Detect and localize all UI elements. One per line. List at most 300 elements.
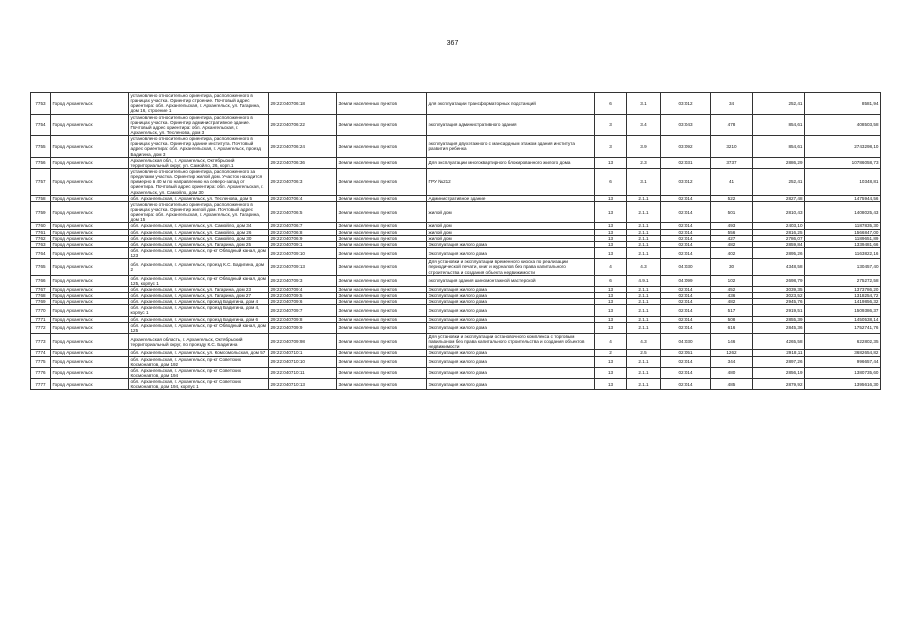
cell-municipality: Город Архангельск [51,241,129,247]
cell-address: обл. Архангельская, г. Архангельск, ул. Самойло, дом 26 [129,229,269,235]
cell-municipality: Город Архангельск [51,305,129,316]
cell-cadastral-value: 2743298,10 [805,136,881,158]
table-row [31,334,881,350]
cell-row-number: 7767 [31,286,51,292]
cell-land-category: Земли населенных пунктов [337,195,427,201]
cell-specific-value: 2698,79 [753,275,805,286]
cell-row-number: 7771 [31,316,51,322]
cell-cadastral-value: 10348,81 [805,168,881,195]
cell-specific-value: 2859,84 [753,241,805,247]
cell-specific-value: 2827,48 [753,195,805,201]
cell-zone-code: 03:043 [661,114,711,136]
cell-municipality: Город Архангельск [51,350,129,356]
cell-land-category: Земли населенных пунктов [337,316,427,322]
cell-use-code: 2.1.1 [627,223,661,229]
cell-zone-code: 02:014 [661,379,711,390]
cell-area: 102 [711,275,753,286]
cell-cadastral-number: 29:22:040710:11 [269,367,337,378]
cell-cadastral-value: 408503,58 [805,114,881,136]
table-row [31,168,881,195]
cell-group: 6 [595,275,627,286]
cell-zone-code: 02:014 [661,286,711,292]
cell-zone-code: 02:014 [661,293,711,299]
cell-specific-value: 2897,26 [753,356,805,367]
cell-address: обл. Архангельская, г. Архангельск, пр-кт Советских Космонавтов, дом 194 [129,367,269,378]
cell-cadastral-number: 29:22:040709:10 [269,247,337,258]
cell-area: 482 [711,299,753,305]
cell-specific-value: 2886,29 [753,157,805,168]
cell-specific-value: 3039,35 [753,286,805,292]
cell-row-number: 7768 [31,293,51,299]
cell-land-category: Земли населенных пунктов [337,334,427,350]
cell-land-category: Земли населенных пунктов [337,157,427,168]
cell-zone-code: 03:012 [661,168,711,195]
cell-row-number: 7755 [31,136,51,158]
cell-cadastral-value: 1318254,72 [805,293,881,299]
cell-address: обл. Архангельская, г. Архангельск, пр-кт Обводный канал, дом 123 [129,247,269,258]
cell-permitted-use: Эксплуатация жилого дома [427,305,595,316]
cell-municipality: Город Архангельск [51,195,129,201]
cell-area: 452 [711,286,753,292]
cell-area: 402 [711,247,753,258]
cell-cadastral-value: 1450538,14 [805,316,881,322]
cell-use-code: 2.1.1 [627,356,661,367]
cell-cadastral-value: 1419856,32 [805,299,881,305]
cell-group: 13 [595,293,627,299]
cell-cadastral-number: 29:22:040709:4 [269,286,337,292]
cell-address: Архангельская область, г. Архангельск, Октябрьский территориальный округ, по проезду К.С. Бадигина [129,334,269,350]
cell-cadastral-number: 29:22:040706:36 [269,157,337,168]
cell-cadastral-number: 29:22:040706:7 [269,223,337,229]
cell-cadastral-number: 29:22:040706:24 [269,136,337,158]
cell-cadastral-number: 29:22:040709:98 [269,334,337,350]
cell-area: 344 [711,356,753,367]
cell-address: Архангельская обл., г. Архангельск, Октябрьский территориальный округ, ул. Самойло, 26, корп.1 [129,157,269,168]
cell-address: установлено относительно ориентира, расположенного в границах участка. Ориентир административное здание. Почтовый адрес ориентира: обл. Архангельская, г. Архангельск, ул. Тесленова, дом 3 [129,114,269,136]
cell-cadastral-value: 1509386,37 [805,305,881,316]
cell-group: 6 [595,93,627,115]
cell-zone-code: 02:014 [661,229,711,235]
cell-permitted-use: Эксплуатация жилого дома [427,286,595,292]
cell-specific-value: 2403,10 [753,223,805,229]
cell-municipality: Город Архангельск [51,136,129,158]
cell-group: 13 [595,201,627,223]
cell-use-code: 2.5 [627,350,661,356]
cell-municipality: Город Архангельск [51,379,129,390]
table-row [31,356,881,367]
cell-specific-value: 4265,58 [753,334,805,350]
table-row [31,259,881,275]
cell-row-number: 7753 [31,93,51,115]
cell-permitted-use: Эксплуатация жилого дома [427,293,595,299]
cell-use-code: 2.1.1 [627,299,661,305]
cell-cadastral-number: 29:22:040706:8 [269,229,337,235]
cell-row-number: 7777 [31,379,51,390]
cell-specific-value: 2856,19 [753,367,805,378]
cell-group: 13 [595,235,627,241]
cell-group: 13 [595,223,627,229]
table-row [31,367,881,378]
cell-municipality: Город Архангельск [51,114,129,136]
cell-zone-code: 03:092 [661,136,711,158]
cell-address: установлено относительно ориентира, расположенного в границах участка. Ориентир жилой дом. Почтовый адрес ориентира: обл. Архангельская, г. Архангельск, ул. Гагарина, дом 15 [129,201,269,223]
cell-municipality: Город Архангельск [51,356,129,367]
cell-zone-code: 02:014 [661,367,711,378]
cell-specific-value: 2810,43 [753,201,805,223]
cell-address: обл. Архангельская, г. Архангельск, ул. Гагарина, дом 23 [129,286,269,292]
cell-cadastral-number: 29:22:040706:3 [269,168,337,195]
cell-area: 517 [711,305,753,316]
cell-group: 4 [595,259,627,275]
cell-specific-value: 2895,26 [753,247,805,258]
cell-specific-value: 252,41 [753,168,805,195]
cell-area: 30 [711,259,753,275]
cell-group: 13 [595,316,627,322]
table-row [31,322,881,333]
cell-municipality: Город Архангельск [51,259,129,275]
cell-cadastral-number: 29:22:040706:9 [269,235,337,241]
cell-zone-code: 04:030 [661,259,711,275]
cell-land-category: Земли населенных пунктов [337,229,427,235]
cell-group: 13 [595,356,627,367]
cell-permitted-use: Для установки и эксплуатации временного киоска по реализации периодической печати, книг и журналов без права капитального строительства и создания объекта недвижимости [427,259,595,275]
cell-municipality: Город Архангельск [51,293,129,299]
cell-municipality: Город Архангельск [51,367,129,378]
cell-area: 522 [711,195,753,201]
cell-cadastral-value: 996657,44 [805,356,881,367]
cell-municipality: Город Архангельск [51,229,129,235]
cell-municipality: Город Архангельск [51,223,129,229]
cell-group: 13 [595,247,627,258]
cell-cadastral-number: 29:22:040709:3 [269,275,337,286]
cell-land-category: Земли населенных пунктов [337,223,427,229]
cell-address: обл. Архангельская, г. Архангельск, пр-кт Обводный канал, дом 125 [129,322,269,333]
cell-group: 13 [595,367,627,378]
cell-use-code: 2.1.1 [627,322,661,333]
cell-land-category: Земли населенных пунктов [337,305,427,316]
cell-cadastral-number: 29:22:040710:13 [269,379,337,390]
cell-municipality: Город Архангельск [51,322,129,333]
cell-permitted-use: Эксплуатация жилого дома [427,299,595,305]
cell-area: 1262 [711,350,753,356]
cell-address: обл. Архангельская, г. Архангельск, проезд Бадигина, дом 4 [129,299,269,305]
cell-land-category: Земли населенных пунктов [337,275,427,286]
cell-group: 13 [595,157,627,168]
cell-area: 41 [711,168,753,195]
cell-cadastral-number: 29:22:040710:1 [269,350,337,356]
cell-zone-code: 02:014 [661,299,711,305]
cell-area: 427 [711,235,753,241]
cell-permitted-use: Для установки и эксплуатации остановочного комплекса с торговым павильоном без права капитального строительства и создания объектов недвижимости [427,334,595,350]
cell-cadastral-value: 1408025,43 [805,201,881,223]
cell-cadastral-number: 29:22:040709:1 [269,241,337,247]
cell-land-category: Земли населенных пунктов [337,350,427,356]
cell-cadastral-value: 1475944,56 [805,195,881,201]
cell-permitted-use: жилой дом [427,223,595,229]
cell-group: 6 [595,168,627,195]
cell-cadastral-number: 29:22:040706:18 [269,93,337,115]
cell-cadastral-number: 29:22:040709:5 [269,293,337,299]
cell-cadastral-number: 29:22:040709:9 [269,322,337,333]
cell-address: обл. Архангельская, г. Архангельск, ул. Самойло, дом 34 [129,223,269,229]
cell-area: 482 [711,241,753,247]
cell-cadastral-number: 29:22:040709:13 [269,259,337,275]
cell-group: 2 [595,350,627,356]
cell-municipality: Город Архангельск [51,157,129,168]
cell-row-number: 7758 [31,195,51,201]
cell-land-category: Земли населенных пунктов [337,201,427,223]
cell-group: 4 [595,334,627,350]
cell-group: 13 [595,379,627,390]
cell-use-code: 2.1.1 [627,229,661,235]
cell-zone-code: 02:014 [661,305,711,316]
cell-row-number: 7773 [31,334,51,350]
cell-address: обл. Архангельская, г. Архангельск, проезд Бадигина, дом 6 [129,316,269,322]
cell-use-code: 2.1.1 [627,379,661,390]
cell-zone-code: 02:014 [661,223,711,229]
cell-group: 13 [595,286,627,292]
cell-land-category: Земли населенных пунктов [337,322,427,333]
cell-municipality: Город Архангельск [51,235,129,241]
cell-municipality: Город Архангельск [51,247,129,258]
cell-permitted-use: Административное здание [427,195,595,201]
cell-permitted-use: Эксплуатация жилого дома [427,350,595,356]
cell-cadastral-number: 29:22:040706:5 [269,201,337,223]
cell-use-code: 2.1.1 [627,305,661,316]
cell-zone-code: 02:014 [661,322,711,333]
cell-area: 616 [711,322,753,333]
cell-group: 13 [595,241,627,247]
cell-address: установлено относительно ориентира, расположенного в границах участка. Ориентир здание института. Почтовый адрес ориентира: обл. Архангельская, г. Архангельск, проезд Бадигина, дом 3 [129,136,269,158]
cell-address: обл. Архангельская, г. Архангельск, пр-кт Советских Космонавтов, дом 192 [129,356,269,367]
cell-use-code: 2.3 [627,157,661,168]
cell-cadastral-value: 1339481,66 [805,241,881,247]
cell-specific-value: 2816,25 [753,229,805,235]
table-row [31,136,881,158]
cell-use-code: 2.1.1 [627,367,661,378]
cell-permitted-use: жилой дом [427,229,595,235]
cell-cadastral-value: 8581,94 [805,93,881,115]
cell-cadastral-number: 29:22:040709:8 [269,316,337,322]
cell-cadastral-number: 29:22:040709:6 [269,299,337,305]
cell-cadastral-number: 29:22:040706:4 [269,195,337,201]
cell-permitted-use: эксплуатация административного здания [427,114,595,136]
cell-use-code: 2.1.1 [627,195,661,201]
cell-municipality: Город Архангельск [51,286,129,292]
cell-row-number: 7754 [31,114,51,136]
cell-land-category: Земли населенных пунктов [337,293,427,299]
cell-area: 556 [711,229,753,235]
cell-municipality: Город Архангельск [51,93,129,115]
cell-cadastral-value: 1395616,30 [805,379,881,390]
cell-use-code: 2.1.1 [627,316,661,322]
cell-area: 480 [711,367,753,378]
cell-cadastral-value: 1566847,00 [805,229,881,235]
cell-use-code: 4.3 [627,259,661,275]
cell-address: обл. Архангельская, г. Архангельск, ул. Гагарина, дом 25 [129,241,269,247]
table-row [31,201,881,223]
cell-land-category: Земли населенных пунктов [337,168,427,195]
cell-cadastral-value: 3682654,82 [805,350,881,356]
cell-zone-code: 02:014 [661,201,711,223]
cell-area: 3737 [711,157,753,168]
cell-cadastral-value: 622802,35 [805,334,881,350]
cell-cadastral-value: 1380735,60 [805,367,881,378]
cell-use-code: 3.9 [627,136,661,158]
cell-area: 485 [711,379,753,390]
cell-permitted-use: Эксплуатация жилого дома [427,322,595,333]
table-row [31,114,881,136]
cell-zone-code: 02:014 [661,356,711,367]
cell-cadastral-number: 29:22:040710:10 [269,356,337,367]
cell-row-number: 7757 [31,168,51,195]
cadastral-value-table [30,92,881,390]
table-row [31,305,881,316]
cell-zone-code: 02:051 [661,350,711,356]
cell-use-code: 3.1 [627,93,661,115]
cell-municipality: Город Архангельск [51,275,129,286]
cell-group: 13 [595,322,627,333]
cell-use-code: 2.1.1 [627,286,661,292]
cell-zone-code: 04:030 [661,334,711,350]
cell-specific-value: 854,61 [753,136,805,158]
cell-land-category: Земли населенных пунктов [337,299,427,305]
cell-zone-code: 04:099 [661,275,711,286]
cell-permitted-use: жилой дом [427,235,595,241]
cell-zone-code: 02:014 [661,241,711,247]
cell-cadastral-value: 1187835,30 [805,223,881,229]
cell-specific-value: 854,61 [753,114,805,136]
cell-permitted-use: Эксплуатация жилого дома [427,356,595,367]
cell-cadastral-value: 130457,40 [805,259,881,275]
cell-land-category: Земли населенных пунктов [337,114,427,136]
cell-address: обл. Архангельская, г. Архангельск, пр-кт Обводный канал, дом 125, корпус 1 [129,275,269,286]
cell-land-category: Земли населенных пунктов [337,241,427,247]
cell-municipality: Город Архангельск [51,168,129,195]
cell-specific-value: 2945,76 [753,299,805,305]
cell-address: обл. Архангельская, г. Архангельск, ул. Тесленова, дом 5 [129,195,269,201]
cell-group: 3 [595,136,627,158]
cell-address: обл. Архангельская, г. Архангельск, ул. Гагарина, дом 27 [129,293,269,299]
cell-cadastral-value: 1189651,89 [805,235,881,241]
cell-row-number: 7759 [31,201,51,223]
cell-permitted-use: Для эксплуатации многоквартирного блокированного жилого дома [427,157,595,168]
cell-use-code: 2.1.1 [627,241,661,247]
cell-cadastral-value: 1163822,16 [805,247,881,258]
cell-land-category: Земли населенных пунктов [337,235,427,241]
cell-use-code: 4.3 [627,334,661,350]
cell-address: установлено относительно ориентира, расположенного в границах участка. Ориентир строение. Почтовый адрес ориентира: обл. Архангельская, г. Архангельск, ул. Гагарина, дом 16, строение 1 [129,93,269,115]
cell-municipality: Город Архангельск [51,316,129,322]
cell-cadastral-number: 29:22:040706:22 [269,114,337,136]
cell-use-code: 2.1.1 [627,293,661,299]
cell-address: обл. Архангельская, г. Архангельск, ул. Комсомольская, дом 57 [129,350,269,356]
cell-land-category: Земли населенных пунктов [337,286,427,292]
cell-row-number: 7775 [31,356,51,367]
cell-land-category: Земли населенных пунктов [337,356,427,367]
cell-address: обл. Архангельская, г. Архангельск, проезд Бадигина, дом 4, корпус 1 [129,305,269,316]
page-number: 367 [446,40,459,47]
cell-row-number: 7762 [31,235,51,241]
cell-use-code: 3.1 [627,168,661,195]
cell-use-code: 2.1.1 [627,235,661,241]
cell-permitted-use: Эксплуатация жилого дома [427,247,595,258]
cell-land-category: Земли населенных пунктов [337,93,427,115]
cell-address: обл. Архангельская, г. Архангельск, ул. Самойло, дом 30 [129,235,269,241]
cell-specific-value: 2845,36 [753,322,805,333]
cell-row-number: 7763 [31,241,51,247]
cell-permitted-use: Эксплуатация жилого дома [427,379,595,390]
cell-zone-code: 02:014 [661,316,711,322]
cell-row-number: 7774 [31,350,51,356]
cell-specific-value: 2879,92 [753,379,805,390]
cell-zone-code: 03:012 [661,93,711,115]
table-row [31,157,881,168]
table-row [31,247,881,258]
cell-row-number: 7760 [31,223,51,229]
cell-use-code: 4.9.1 [627,275,661,286]
cell-permitted-use: ГРУ №212 [427,168,595,195]
table-row [31,93,881,115]
cell-land-category: Земли населенных пунктов [337,379,427,390]
cell-zone-code: 02:031 [661,157,711,168]
cell-permitted-use: Эксплуатация жилого дома [427,367,595,378]
cell-specific-value: 3023,52 [753,293,805,299]
cell-specific-value: 2786,07 [753,235,805,241]
cell-area: 508 [711,316,753,322]
cell-row-number: 7769 [31,299,51,305]
cell-area: 501 [711,201,753,223]
cell-area: 34 [711,93,753,115]
cell-row-number: 7756 [31,157,51,168]
cell-cadastral-value: 275272,58 [805,275,881,286]
cell-address: установлено относительно ориентира, расположенного за пределами участка. Ориентир жилой дом. Участок находится примерно в 40 м по направлению на северо-запад от ориентира. Почтовый адрес ориентира: обл. Архангельская, г. Архангельск, ул. Самойло, дом 30 [129,168,269,195]
cell-permitted-use: Эксплуатация жилого дома [427,316,595,322]
cell-municipality: Город Архангельск [51,299,129,305]
cell-use-code: 2.1.1 [627,247,661,258]
cell-municipality: Город Архангельск [51,334,129,350]
cell-zone-code: 02:014 [661,195,711,201]
cell-specific-value: 252,41 [753,93,805,115]
cell-row-number: 7772 [31,322,51,333]
cell-permitted-use: эксплуатация здания шиномонтажной мастерской [427,275,595,286]
cell-cadastral-value: 1373786,20 [805,286,881,292]
cell-row-number: 7765 [31,259,51,275]
cell-area: 146 [711,334,753,350]
cell-specific-value: 2855,39 [753,316,805,322]
cell-zone-code: 02:014 [661,247,711,258]
cell-permitted-use: для эксплуатации трансформаторных подстанций [427,93,595,115]
cell-group: 13 [595,195,627,201]
cell-row-number: 7770 [31,305,51,316]
cell-specific-value: 4348,58 [753,259,805,275]
cell-area: 478 [711,114,753,136]
table-body [31,93,881,390]
cell-address: обл. Архангельская, г. Архангельск, пр-кт Советских Космонавтов, дом 194, корпус 1 [129,379,269,390]
cell-cadastral-value: 1752741,76 [805,322,881,333]
cell-row-number: 7764 [31,247,51,258]
table-row [31,275,881,286]
cell-group: 3 [595,114,627,136]
cell-row-number: 7776 [31,367,51,378]
cell-municipality: Город Архангельск [51,201,129,223]
cell-land-category: Земли населенных пунктов [337,136,427,158]
table-row [31,379,881,390]
cell-use-code: 2.1.1 [627,201,661,223]
cell-land-category: Земли населенных пунктов [337,367,427,378]
cell-permitted-use: эксплуатация двухэтажного с мансардным этажом здания института развития ребенка [427,136,595,158]
cell-row-number: 7766 [31,275,51,286]
